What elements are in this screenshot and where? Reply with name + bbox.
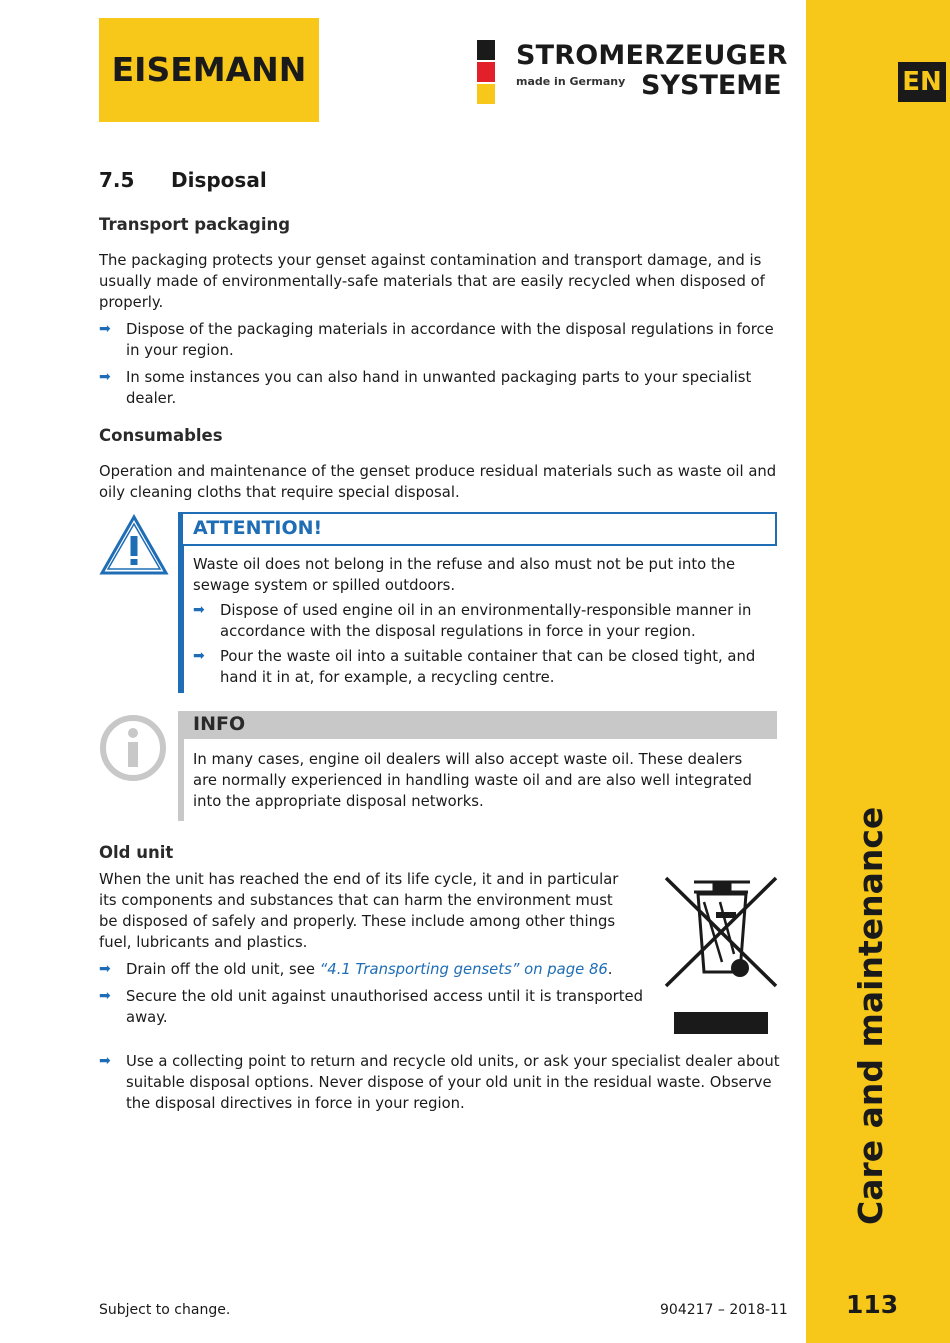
brand-line1: STROMERZEUGER [516, 40, 788, 71]
page-reference-link[interactable]: “4.1 Transporting gensets” on page 86 [319, 961, 608, 978]
info-text: In many cases, engine oil dealers will also accept waste oil. These dealers are normally experienced in handling waste oil and are also well integrated into the appropriate disposal networks. [193, 751, 752, 810]
footer-note: Subject to change. [99, 1302, 231, 1318]
brand-subtitle: made in Germany [516, 75, 626, 88]
arrow-right-icon: ➡ [99, 988, 111, 1004]
old-unit-heading: Old unit [99, 843, 174, 862]
old-unit-intro: When the unit has reached the end of its life cycle, it and in particular its components and substances that can harm the environment must be disposed of safely and properly. These include among other things fuel, lubricants and plastics. [99, 871, 619, 951]
consumables-intro: Operation and maintenance of the genset produce residual materials such as waste oil and oily cleaning cloths that require special disposal. [99, 463, 777, 501]
brand-line2: SYSTEME [641, 70, 782, 101]
eisemann-logo: EISEMANN [99, 18, 319, 122]
section-title: Disposal [171, 168, 267, 192]
attention-text: Waste oil does not belong in the refuse and also must not be put into the sewage system or spilled outdoors. [193, 556, 736, 594]
list-item: ➡ Drain off the old unit, see “4.1 Transporting gensets” on page 86. [99, 961, 613, 978]
section-heading [99, 168, 267, 192]
german-flag-icon [477, 40, 495, 104]
info-header [181, 711, 777, 739]
list-item: ➡ Secure the old unit against unauthorised access until it is transported away. [99, 988, 644, 1026]
arrow-right-icon: ➡ [99, 321, 111, 337]
list-item: ➡ Dispose of used engine oil in an environmentally-responsible manner in accordance with the disposal regulations in force in your region. [193, 602, 752, 640]
transport-intro: The packaging protects your genset against contamination and transport damage, and is usually made of environmentally-safe materials that are easily recycled when disposed of properly. [99, 252, 765, 311]
language-badge: EN [898, 62, 946, 102]
list-item: ➡ Dispose of the packaging materials in accordance with the disposal regulations in force in your region. [99, 321, 774, 359]
list-item: ➡ Use a collecting point to return and recycle old units, or ask your specialist dealer about suitable disposal options. Never dispose of your old unit in the residual waste. Observe the disposal directives in force in your region. [99, 1053, 780, 1112]
attention-header [181, 512, 777, 546]
attention-title: ATTENTION! [193, 517, 323, 539]
arrow-right-icon: ➡ [99, 369, 111, 385]
page-number: 113 [846, 1290, 899, 1319]
list-item: ➡ In some instances you can also hand in unwanted packaging parts to your specialist dealer. [99, 369, 752, 407]
arrow-right-icon: ➡ [193, 602, 205, 618]
consumables-heading: Consumables [99, 426, 223, 445]
crossed-bin-icon [664, 872, 780, 1036]
chapter-title: Care and maintenance [851, 806, 890, 1225]
info-title: INFO [193, 713, 246, 735]
section-number: 7.5 [99, 168, 135, 192]
document-id: 904217 – 2018-11 [660, 1302, 788, 1318]
warning-triangle-icon [99, 514, 169, 576]
info-circle-icon [99, 714, 167, 782]
arrow-right-icon: ➡ [193, 648, 205, 664]
transport-heading: Transport packaging [99, 215, 291, 234]
arrow-right-icon: ➡ [99, 1053, 111, 1069]
list-item: ➡ Pour the waste oil into a suitable container that can be closed tight, and hand it in at, for example, a recycling centre. [193, 648, 756, 686]
arrow-right-icon: ➡ [99, 961, 111, 977]
